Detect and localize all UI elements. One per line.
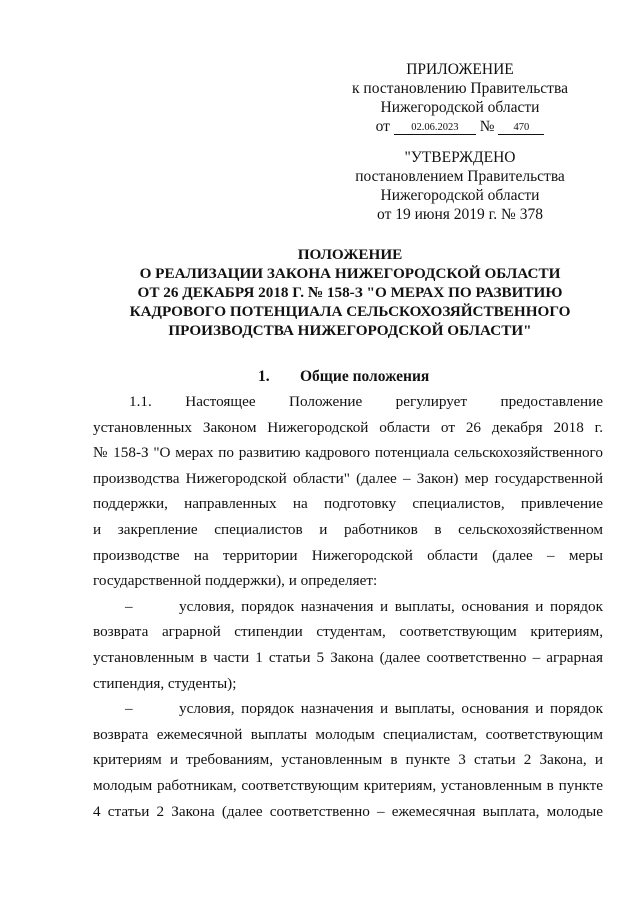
- appendix-line-1: к постановлению Правительства: [352, 80, 568, 97]
- body-line: условия, порядок назначения и выплаты, основания и порядок: [179, 597, 603, 615]
- title-line-5: ПРОИЗВОДСТВА НИЖЕГОРОДСКОЙ ОБЛАСТИ": [168, 322, 532, 339]
- body-line: и закрепление специалистов и работников в сельскохозяйственном: [93, 520, 603, 538]
- approved-line-3: от 19 июня 2019 г. № 378: [377, 206, 543, 223]
- title-line-1: ПОЛОЖЕНИЕ: [297, 246, 403, 263]
- appendix-block: [320, 60, 600, 136]
- section-title: Общие положения: [300, 368, 430, 385]
- body-line: молодым работникам, соответствующим критериям, установленным в пункте: [93, 776, 603, 794]
- section-number: 1.: [258, 368, 270, 385]
- body-line: возврата аграрной стипендии студентам, соответствующим критериям,: [93, 623, 603, 641]
- approved-line-2: Нижегородской области: [380, 187, 540, 204]
- number-label: №: [479, 118, 495, 135]
- body-line: производства Нижегородской области" (далее – Закон) мер государственной: [93, 469, 603, 487]
- body-line: установленных Законом Нижегородской области от 26 декабря 2018 г.: [93, 418, 603, 436]
- title-line-2: О РЕАЛИЗАЦИИ ЗАКОНА НИЖЕГОРОДСКОЙ ОБЛАСТИ: [139, 265, 561, 282]
- body-line: критериям и требованиям, установленным в пункте 3 статьи 2 Закона, и: [93, 751, 603, 769]
- resolution-number: 470: [498, 121, 544, 135]
- body-line: государственной поддержки), и определяет:: [93, 572, 378, 590]
- approved-block: [320, 148, 600, 224]
- approved-title: "УТВЕРЖДЕНО: [404, 149, 516, 166]
- body-line: поддержки, направленных на подготовку специалистов, привлечение: [93, 495, 603, 513]
- list-dash: –: [125, 700, 133, 718]
- body-line: № 158-З "О мерах по развитию кадрового потенциала сельскохозяйственного: [93, 444, 603, 462]
- appendix-date-line: [320, 117, 600, 136]
- list-item: [93, 696, 603, 722]
- document-title: [60, 245, 640, 340]
- body-line: производстве на территории Нижегородской области (далее – меры: [93, 546, 603, 564]
- appendix-line-2: Нижегородской области: [380, 99, 540, 116]
- body-line: установленным в части 1 статьи 5 Закона (далее соответственно – аграрная: [93, 648, 603, 666]
- list-dash: –: [125, 597, 133, 615]
- body-line: стипендия, студенты);: [93, 674, 237, 692]
- body-line: условия, порядок назначения и выплаты, основания и порядок: [179, 700, 603, 718]
- body-line: 4 статьи 2 Закона (далее соответственно – ежемесячная выплата, молодые: [93, 802, 603, 820]
- approved-line-1: постановлением Правительства: [355, 168, 565, 185]
- list-item: [93, 594, 603, 620]
- body-line: возврата ежемесячной выплаты молодым специалистам, соответствующим: [93, 725, 603, 743]
- appendix-title: ПРИЛОЖЕНИЕ: [406, 61, 514, 78]
- document-body: [93, 389, 603, 824]
- title-line-4: КАДРОВОГО ПОТЕНЦИАЛА СЕЛЬСКОХОЗЯЙСТВЕННОГО: [129, 303, 571, 320]
- resolution-date: 02.06.2023: [394, 121, 476, 135]
- title-line-3: ОТ 26 ДЕКАБРЯ 2018 Г. № 158-З "О МЕРАХ ПО РАЗВИТИЮ: [137, 284, 563, 301]
- body-line: 1.1. Настоящее Положение регулирует предоставление: [129, 393, 603, 410]
- from-label: от: [375, 118, 390, 135]
